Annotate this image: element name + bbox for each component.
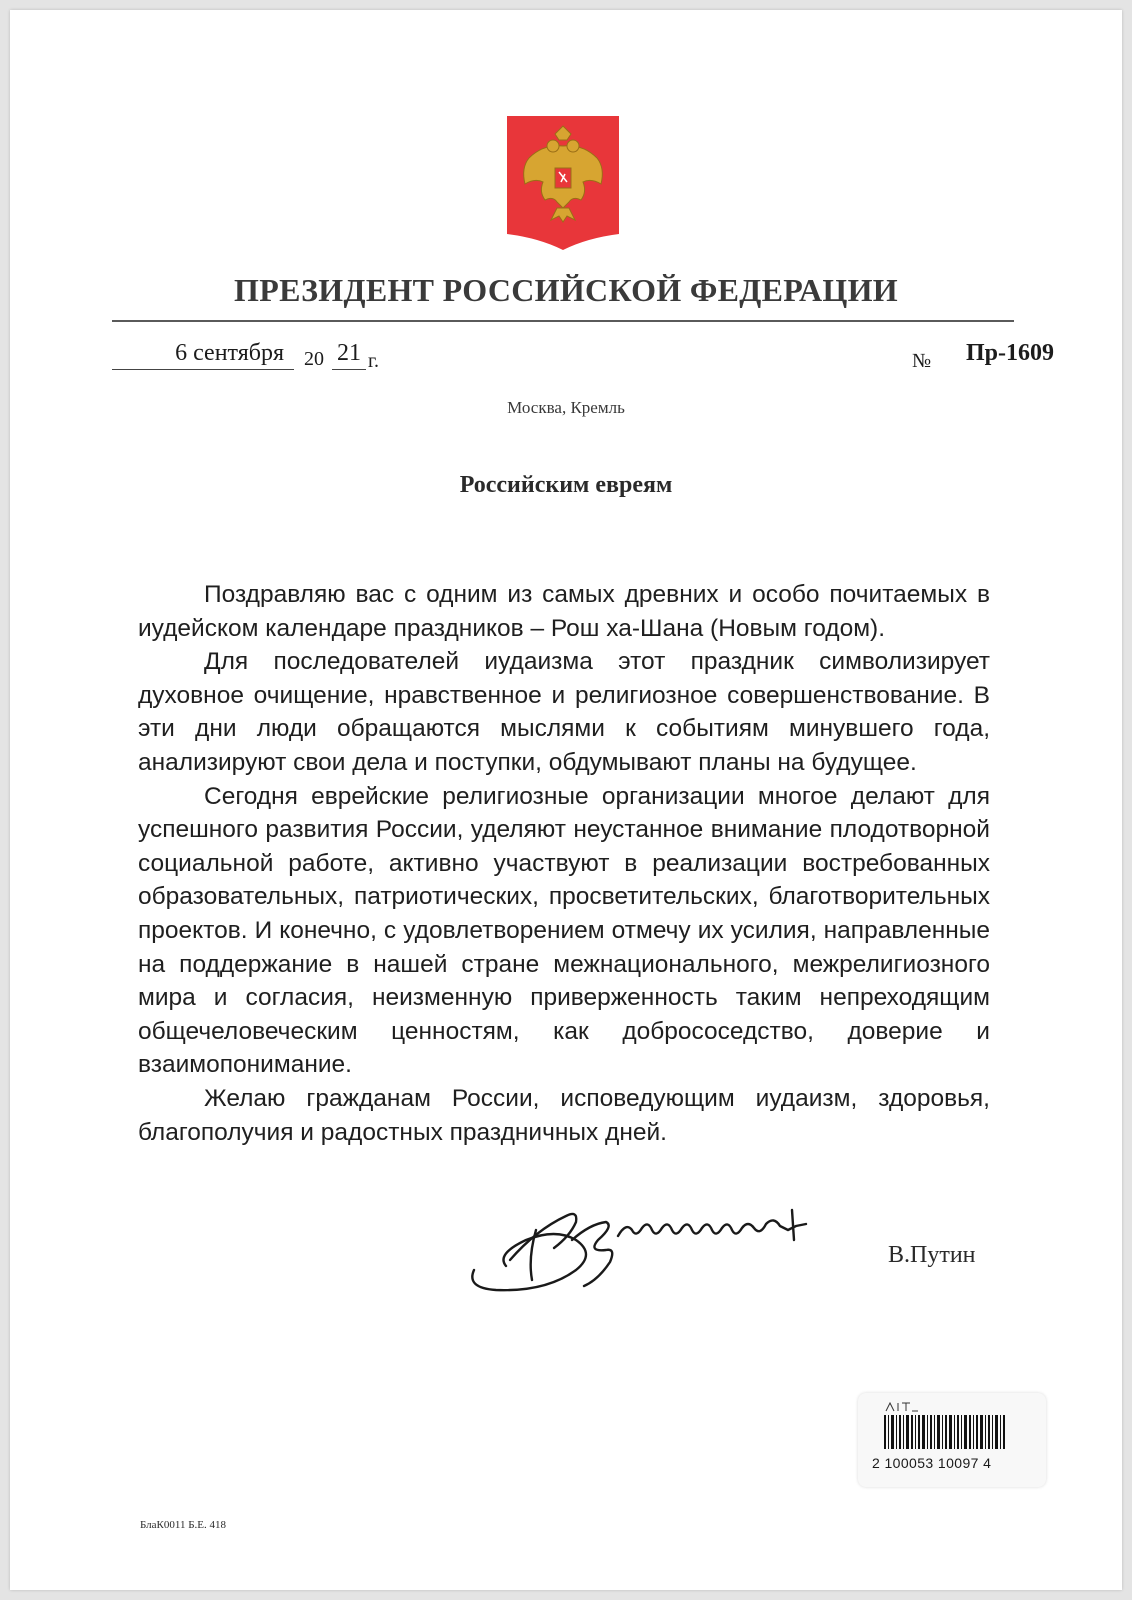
header-divider (112, 320, 1014, 322)
number-label: № (912, 350, 932, 372)
paragraph: Сегодня еврейские религиозные организации многое делают для успешного развития России, уделяют неустанное внимание плодотворной социальной работе, активно участвуют в реализации востребованных образовательных, патриотических, просветительских, благотворительных проектов. И конечно, с удовлетворением отмечу их усилия, направленные на поддержание в нашей стране межнационального, межрелигиозного мира и согласия, неизменную приверженность таким непреходящим общечеловеческим ценностям, как добрососедство, доверие и взаимопонимание. (138, 782, 990, 1079)
issuer-title: ПРЕЗИДЕНТ РОССИЙСКОЙ ФЕДЕРАЦИИ (234, 272, 898, 308)
paragraph: Для последователей иудаизма этот праздник символизирует духовное очищение, нравственное и религиозное совершенствование. В эти дни люди обращаются мыслями к событиям минувшего года, анализируют свои дела и поступки, обдумывают планы на будущее. (138, 648, 990, 776)
document-number: Пр-1609 (966, 340, 1055, 366)
paragraph: Желаю гражданам России, исповедующим иудаизм, здоровья, благополучия и радостных праздничных дней. (138, 1084, 990, 1146)
form-code: БлаК0011 Б.Е. 418 (140, 1519, 227, 1531)
barcode-label (858, 1393, 1046, 1487)
barcode-logo-icon (884, 1401, 920, 1413)
paragraph: Поздравляю вас с одним из самых древних и особо почитаемых в иудейском календаре праздников – Рош ха-Шана (Новым годом). (138, 581, 990, 642)
barcode-icon (884, 1415, 1006, 1449)
addressee: Российским евреям (459, 472, 673, 498)
handwritten-signature (466, 1200, 836, 1300)
date-suffix: г. (368, 350, 379, 372)
barcode-number: 2 100053 10097 4 (872, 1455, 992, 1471)
place-of-issue: Москва, Кремль (507, 398, 625, 417)
date-day-month: 6 сентября (112, 340, 294, 370)
letter-body (138, 578, 990, 1149)
coat-of-arms-icon (507, 116, 619, 250)
date-century: 20 (304, 348, 324, 370)
date-year: 21 (332, 340, 366, 370)
signer-name: В.Путин (888, 1242, 976, 1268)
